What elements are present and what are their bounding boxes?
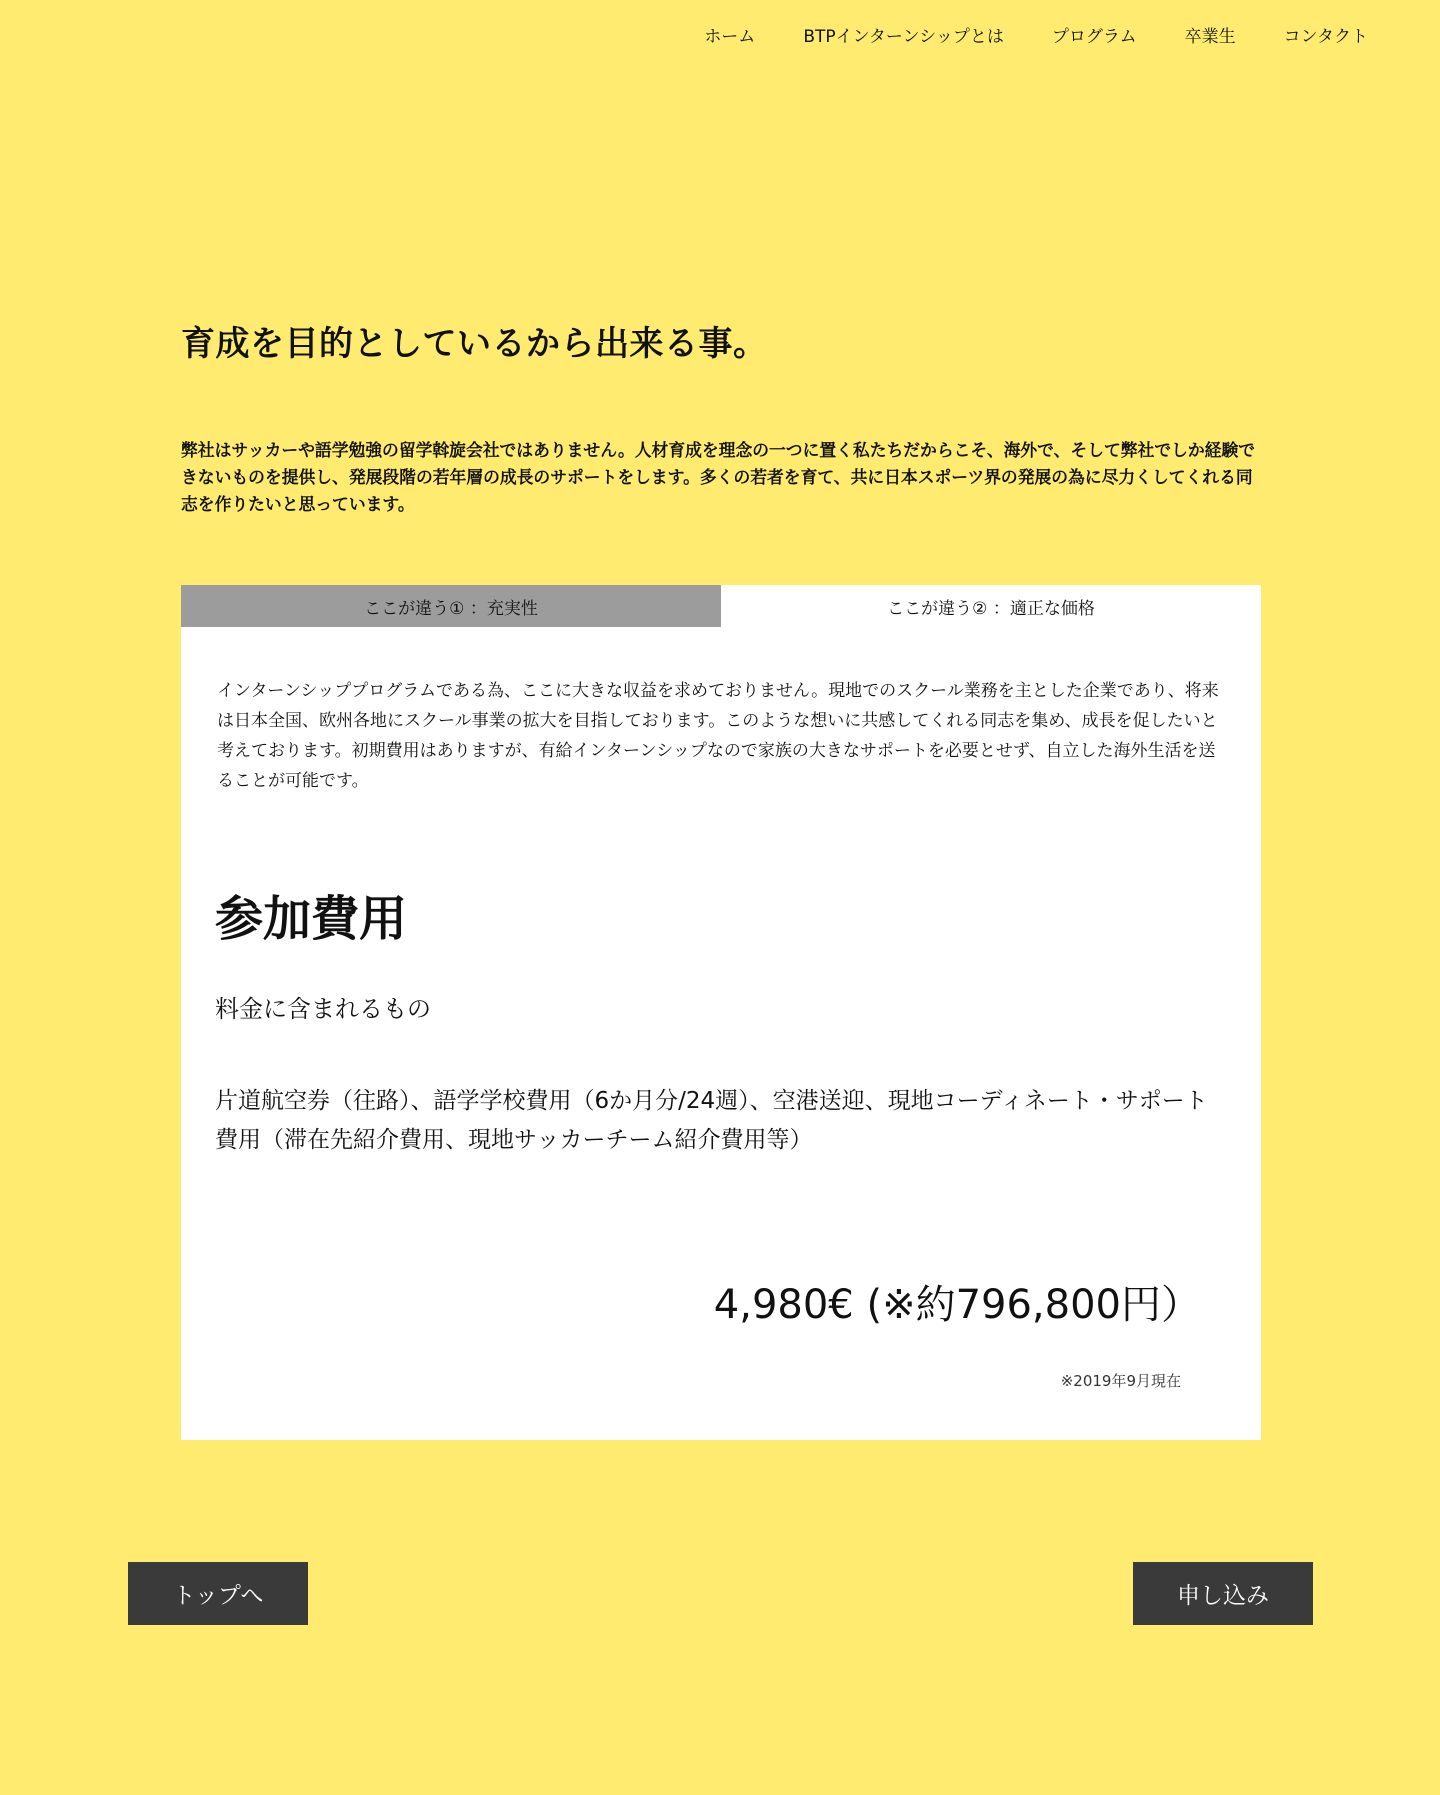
section-intro: 弊社はサッカーや語学勉強の留学斡旋会社ではありません。人材育成を理念の一つに置く私たちだからこそ、海外で、そして弊社でしか経験できないものを提供し、発展段階の若年層の成長のサポートをします。多くの若者を育て、共に日本スポーツ界の発展の為に尽力くしてくれる同志を作りたいと思っています。 (181, 440, 1256, 514)
feature-tabs (181, 585, 1261, 627)
includes-list: 片道航空券（往路）、語学学校費用（6か月分/24週）、空港送迎、現地コーディネート・サポート費用（滞在先紹介費用、現地サッカーチーム紹介費用等） (215, 1088, 1208, 1153)
price-amount: 4,980€ (※約796,800円） (713, 1282, 1201, 1328)
panel-description: インターンシッププログラムである為、ここに大きな収益を求めておりません。現地でのスクール業務を主とした企業であり、将来は日本全国、欧州各地にスクール事業の拡大を目指しております。このような想いに共感してくれる同志を集め、成長を促したいと考えております。初期費用はありますが、有給インターンシップなので家族の大きなサポートを必要とせず、自立した海外生活を送ることが可能です。 (217, 681, 1219, 791)
tab-panel (181, 627, 1261, 1440)
apply-button[interactable]: 申し込み (1133, 1562, 1313, 1625)
nav-item-home[interactable]: ホーム (704, 27, 756, 47)
tab-fair-price[interactable]: ここが違う② ：適正な価格 (721, 585, 1261, 627)
price-note: ※2019年9月現在 (1060, 1372, 1181, 1390)
tab-fulfillment[interactable]: ここが違う① ：充実性 (181, 585, 721, 627)
cost-title: 参加費用 (215, 891, 408, 947)
nav-item-about-btp[interactable]: BTPインターンシップとは (803, 27, 1004, 47)
top-nav (704, 22, 1368, 47)
nav-item-program[interactable]: プログラム (1051, 27, 1137, 47)
section-heading: 育成を目的としているから出来る事。 (181, 324, 768, 364)
nav-item-graduates[interactable]: 卒業生 (1184, 27, 1236, 47)
includes-label: 料金に含まれるもの (215, 995, 431, 1023)
back-to-top-button[interactable]: トップへ (128, 1562, 308, 1625)
nav-item-contact[interactable]: コンタクト (1283, 27, 1368, 47)
